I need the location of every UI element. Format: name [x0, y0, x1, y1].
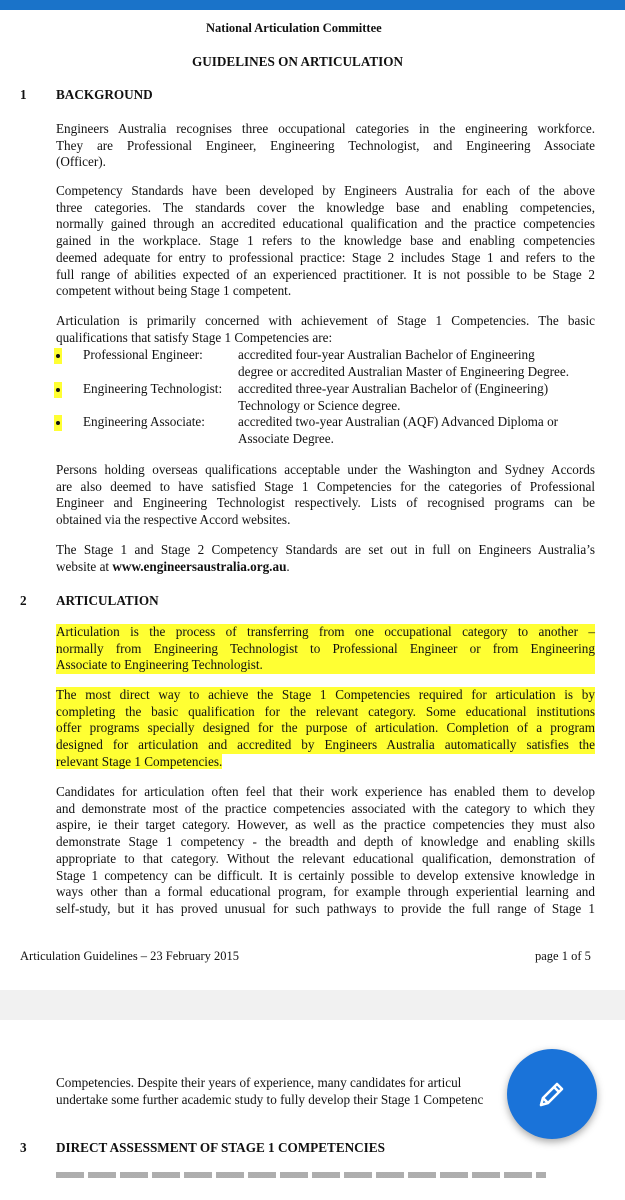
- website-suffix: .: [286, 558, 290, 574]
- section-3-number: 3: [20, 1140, 27, 1155]
- app-top-bar: [0, 0, 625, 10]
- cut-off-text-line: [56, 1172, 546, 1178]
- document-title: GUIDELINES ON ARTICULATION: [192, 54, 404, 69]
- qual-category: Engineering Associate:: [83, 414, 205, 429]
- articulation-paragraph-1-highlighted: Articulation is the process of transferring from one occupational category to another – normally from Engineering Technologist to Professional Engineer or from Engineering Associate to Engineering Technologist.: [56, 624, 595, 673]
- articulation-paragraph-3: Candidates for articulation often feel that their work experience has enabled them to develop and demonstrate most of the practice competencies associated with the category to which they aspire, ie their target category. However, as well as the practice competencies they must also demonstrate Stage 1 competency - the breadth and depth of knowledge and enabling skills appropriate to that category. Without the relevant educational qualification, demonstration of Stage 1 competency can be difficult. It is certainly possible to develop extensive knowledge in ways other than a formal educational program, for example through experiential learning and self-study, but it has proved unusual for such pathways to provide the full range of Stage 1: [56, 784, 595, 916]
- qual-category: Engineering Technologist:: [83, 381, 223, 396]
- background-paragraph-1: Engineers Australia recognises three occupational categories in the engineering workforce. They are Professional Engineer, Engineering Technologist, and Engineering Associate (Officer).: [56, 121, 595, 170]
- bullet-icon: [54, 415, 62, 431]
- bullet-icon: [54, 382, 62, 398]
- background-paragraph-4: Persons holding overseas qualifications acceptable under the Washington and Sydney Accords are also deemed to have satisfied Stage 1 Competencies for the categories of Professional Engineer and Engineering Technologist respectively. Lists of recognised programs can be obtained via the respective Accord websites.: [56, 462, 595, 528]
- qual-category: Professional Engineer:: [83, 347, 203, 362]
- pencil-icon: [536, 1078, 568, 1110]
- qual-description: accredited four-year Australian Bachelor of Engineering: [238, 347, 535, 362]
- qual-description: accredited two-year Australian (AQF) Advanced Diploma or: [238, 414, 559, 429]
- section-3-title: DIRECT ASSESSMENT OF STAGE 1 COMPETENCIES: [56, 1140, 385, 1155]
- website-link[interactable]: www.engineersaustralia.org.au: [112, 558, 287, 574]
- background-paragraph-5: The Stage 1 and Stage 2 Competency Standards are set out in full on Engineers Australia’s website at www.engineersaustralia.org.au.: [56, 542, 595, 574]
- section-2-number: 2: [20, 593, 27, 608]
- qual-description: degree or accredited Australian Master of Engineering Degree.: [238, 364, 570, 379]
- page2-text-line: undertake some further academic study to fully develop their Stage 1 Competenc: [56, 1092, 484, 1107]
- qual-description: accredited three-year Australian Bachelor of (Engineering): [238, 381, 549, 396]
- running-header: National Articulation Committee: [206, 21, 382, 35]
- page-footer-right: page 1 of 5: [535, 949, 591, 963]
- background-paragraph-2: Competency Standards have been developed by Engineers Australia for each of the above three categories. The standards cover the knowledge base and enabling competencies, normally gained through an accredited educational qualification and the practice competencies gained in the workplace. Stage 1 refers to the knowledge base and enabling competencies deemed adequate for entry to professional practice: Stage 2 includes Stage 1 and refers to the full range of abilities expected of an experienced practitioner. It is not possible to be Stage 2 competent without being Stage 1 competent.: [56, 183, 595, 299]
- edit-button[interactable]: [507, 1049, 597, 1139]
- background-paragraph-3: Articulation is primarily concerned with achievement of Stage 1 Competencies. The basic qualifications that satisfy Stage 1 Competencies are:: [56, 313, 595, 345]
- articulation-paragraph-2-highlighted: The most direct way to achieve the Stage 1 Competencies required for articulation is by completing the basic qualification for the relevant category. Some educational institutions offer programs specially designed for the purpose of articulation. Completion of a program designed for articulation and accredited by Engineers Australia automatically satisfies the relevant Stage 1 Competencies.: [56, 687, 595, 769]
- page2-text-line: Competencies. Despite their years of experience, many candidates for articul: [56, 1075, 462, 1090]
- website-prefix: website at: [56, 558, 113, 574]
- page-footer-left: Articulation Guidelines – 23 February 2015: [20, 949, 240, 963]
- bullet-icon: [54, 348, 62, 364]
- qual-description: Technology or Science degree.: [238, 398, 401, 413]
- section-1-title: BACKGROUND: [56, 87, 153, 102]
- document-page-1: [0, 10, 625, 990]
- qual-description: Associate Degree.: [238, 431, 334, 446]
- section-2-title: ARTICULATION: [56, 593, 159, 608]
- section-1-number: 1: [20, 87, 27, 102]
